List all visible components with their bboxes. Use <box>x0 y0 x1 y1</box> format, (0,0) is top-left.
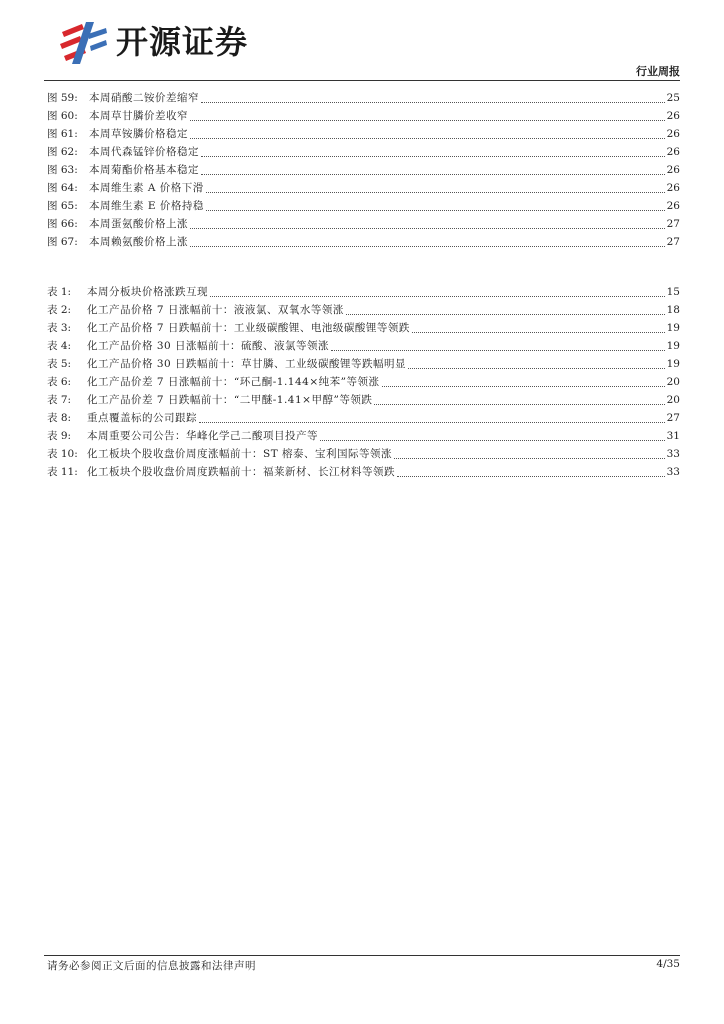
toc-label: 表 3: <box>47 322 72 334</box>
toc-page: 27 <box>666 236 680 248</box>
toc-page: 27 <box>666 218 680 230</box>
toc-title: 化工产品价格 7 日跌幅前十：工业级碳酸锂、电池级碳酸锂等领跌 <box>87 322 410 334</box>
toc-page: 26 <box>666 110 680 122</box>
toc-leader <box>382 386 665 387</box>
toc-title: 本周赖氨酸价格上涨 <box>89 236 188 248</box>
toc-label: 表 4: <box>47 340 72 352</box>
toc-page: 15 <box>666 286 680 298</box>
page-number: 4/35 <box>656 958 680 970</box>
toc-page: 26 <box>666 164 680 176</box>
toc-page: 26 <box>666 128 680 140</box>
toc-page: 19 <box>666 322 680 334</box>
toc-label: 图 60: <box>47 110 78 122</box>
toc-row[interactable] <box>47 215 680 233</box>
kaiyuan-logo-icon <box>58 20 108 66</box>
brand-name: 开源证券 <box>116 23 249 61</box>
toc-title: 化工产品价格 30 日跌幅前十：草甘膦、工业级碳酸锂等跌幅明显 <box>87 358 407 370</box>
toc-leader <box>412 332 665 333</box>
toc-row[interactable] <box>47 319 680 337</box>
toc-row[interactable] <box>47 301 680 319</box>
toc-label: 图 61: <box>47 128 78 140</box>
toc-label: 表 2: <box>47 304 72 316</box>
toc-title: 化工产品价差 7 日涨幅前十：“环己酮-1.144×纯苯”等领涨 <box>87 376 380 388</box>
toc-title: 本周代森锰锌价格稳定 <box>89 146 199 158</box>
footer-divider <box>44 955 680 956</box>
toc-title: 化工产品价格 7 日涨幅前十：液液氯、双氧水等领涨 <box>87 304 344 316</box>
toc-title: 本周维生素 E 价格持稳 <box>89 200 204 212</box>
toc-title: 化工产品价差 7 日跌幅前十：“二甲醚-1.41×甲醇”等领跌 <box>87 394 373 406</box>
toc-leader <box>190 228 665 229</box>
toc-page: 18 <box>666 304 680 316</box>
toc-row[interactable] <box>47 373 680 391</box>
toc-title: 本周重要公司公告：华峰化学己二酸项目投产等 <box>87 430 318 442</box>
toc-page: 26 <box>666 146 680 158</box>
toc-label: 图 67: <box>47 236 78 248</box>
toc-row[interactable] <box>47 409 680 427</box>
toc-label: 图 64: <box>47 182 78 194</box>
toc-label: 表 6: <box>47 376 72 388</box>
toc-row[interactable] <box>47 197 680 215</box>
toc-label: 图 59: <box>47 92 78 104</box>
toc-label: 表 11: <box>47 466 78 478</box>
toc-title: 本周蛋氨酸价格上涨 <box>89 218 188 230</box>
toc-page: 33 <box>666 448 680 460</box>
toc-row[interactable] <box>47 445 680 463</box>
toc-leader <box>346 314 665 315</box>
toc-page: 33 <box>666 466 680 478</box>
toc-page: 20 <box>666 376 680 388</box>
toc-page: 27 <box>666 412 680 424</box>
toc-leader <box>190 246 665 247</box>
toc-label: 图 63: <box>47 164 78 176</box>
toc-page: 26 <box>666 200 680 212</box>
toc-title: 化工产品价格 30 日涨幅前十：硫酸、液氯等领涨 <box>87 340 330 352</box>
toc-leader <box>201 156 665 157</box>
toc-leader <box>206 192 665 193</box>
toc-row[interactable] <box>47 233 680 251</box>
toc-row[interactable] <box>47 179 680 197</box>
figure-list <box>47 89 680 251</box>
toc-leader <box>374 404 664 405</box>
toc-leader <box>397 476 665 477</box>
toc-page: 31 <box>666 430 680 442</box>
toc-label: 表 7: <box>47 394 72 406</box>
toc-label: 图 62: <box>47 146 78 158</box>
footer-disclaimer: 请务必参阅正文后面的信息披露和法律声明 <box>47 960 256 972</box>
toc-leader <box>210 296 665 297</box>
toc-title: 本周硝酸二铵价差缩窄 <box>89 92 199 104</box>
toc-label: 表 1: <box>47 286 72 298</box>
toc-title: 化工板块个股收盘价周度涨幅前十：ST 榕泰、宝利国际等领涨 <box>87 448 393 460</box>
toc-title: 化工板块个股收盘价周度跌幅前十：福莱新材、长江材料等领跌 <box>87 466 395 478</box>
toc-label: 表 5: <box>47 358 72 370</box>
toc-page: 19 <box>666 340 680 352</box>
toc-label: 图 65: <box>47 200 78 212</box>
toc-title: 本周菊酯价格基本稳定 <box>89 164 199 176</box>
header-divider <box>44 80 680 81</box>
table-list <box>47 283 680 481</box>
toc-title: 本周草甘膦价差收窄 <box>89 110 188 122</box>
toc-leader <box>394 458 665 459</box>
toc-page: 19 <box>666 358 680 370</box>
toc-page: 25 <box>666 92 680 104</box>
toc-row[interactable] <box>47 143 680 161</box>
toc-leader <box>199 422 665 423</box>
toc-title: 本周维生素 A 价格下滑 <box>89 182 204 194</box>
toc-leader <box>206 210 665 211</box>
toc-page: 20 <box>666 394 680 406</box>
toc-leader <box>201 174 665 175</box>
toc-row[interactable] <box>47 161 680 179</box>
toc-row[interactable] <box>47 427 680 445</box>
toc-leader <box>331 350 665 351</box>
toc-leader <box>190 120 665 121</box>
toc-row[interactable] <box>47 463 680 481</box>
toc-row[interactable] <box>47 283 680 301</box>
toc-row[interactable] <box>47 89 680 107</box>
toc-leader <box>320 440 665 441</box>
toc-row[interactable] <box>47 337 680 355</box>
toc-row[interactable] <box>47 125 680 143</box>
toc-leader <box>190 138 665 139</box>
toc-label: 表 10: <box>47 448 78 460</box>
toc-row[interactable] <box>47 107 680 125</box>
toc-title: 本周分板块价格涨跌互现 <box>87 286 208 298</box>
toc-page: 26 <box>666 182 680 194</box>
toc-row[interactable] <box>47 355 680 373</box>
page-header <box>0 0 724 84</box>
report-type-label: 行业周报 <box>636 65 680 78</box>
toc-row[interactable] <box>47 391 680 409</box>
toc-title: 本周草铵膦价格稳定 <box>89 128 188 140</box>
toc-label: 图 66: <box>47 218 78 230</box>
toc-leader <box>408 368 665 369</box>
toc-leader <box>201 102 665 103</box>
toc-title: 重点覆盖标的公司跟踪 <box>87 412 197 424</box>
toc-label: 表 9: <box>47 430 72 442</box>
toc-label: 表 8: <box>47 412 72 424</box>
